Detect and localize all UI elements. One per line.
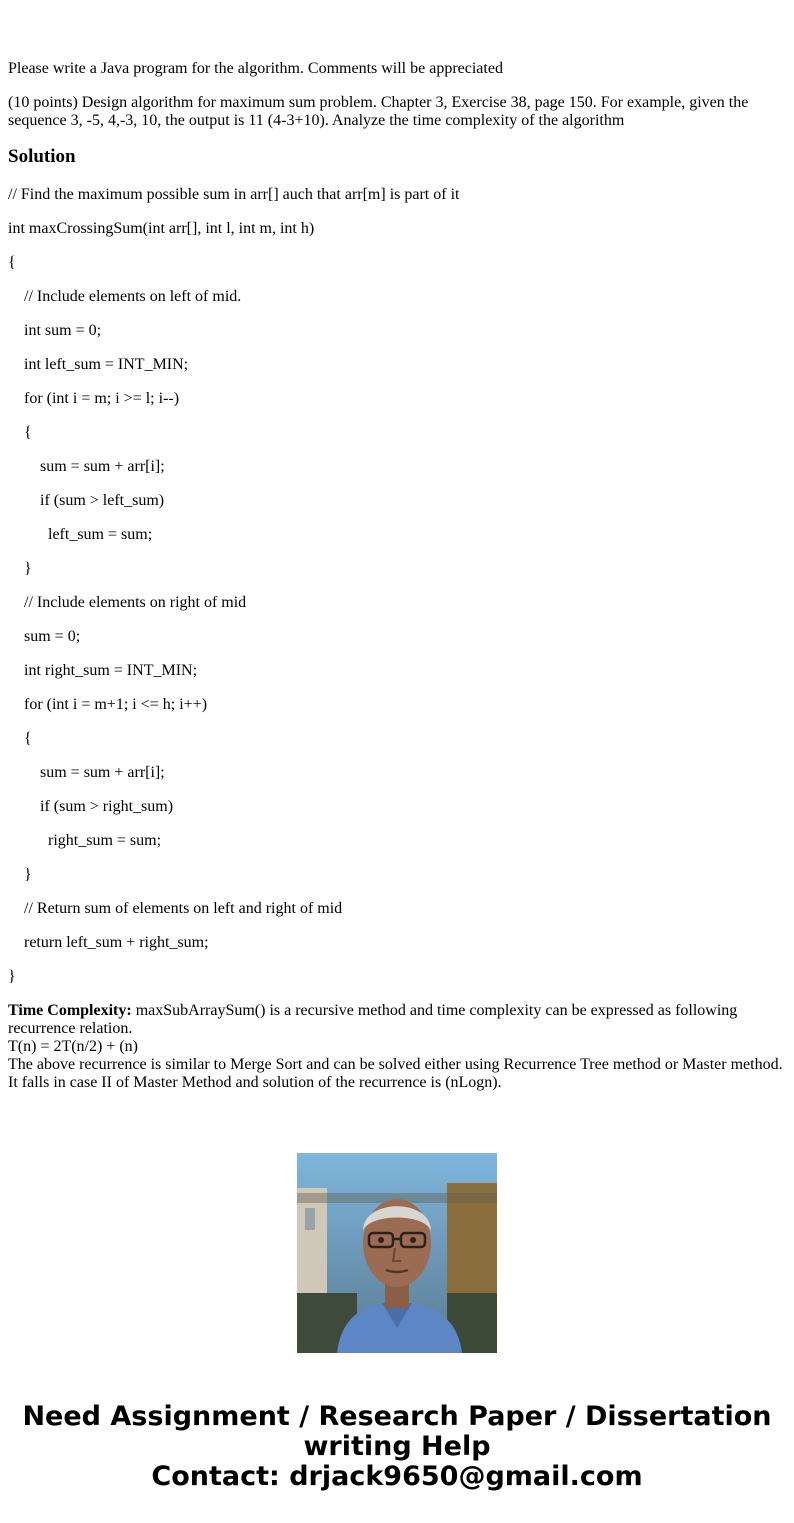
code-line: // Return sum of elements on left and right of mid	[24, 900, 343, 917]
author-portrait-image	[297, 1153, 497, 1353]
code-line: sum = sum + arr[i];	[40, 764, 165, 781]
document-content	[8, 60, 788, 1095]
code-line: int left_sum = INT_MIN;	[24, 356, 189, 373]
code-line: {	[8, 254, 16, 271]
promo-footer	[0, 1095, 794, 1523]
question-line-2: (10 points) Design algorithm for maximum sum problem. Chapter 3, Exercise 38, page 150. For example, given the sequence 3, -5, 4,-3, 10, the output is 11 (4-3+10). Analyze the time complexity of the algorithm	[8, 94, 749, 129]
code-line: }	[24, 866, 32, 883]
code-line: return left_sum + right_sum;	[24, 934, 209, 951]
code-line: // Include elements on left of mid.	[24, 288, 242, 305]
time-complexity-text: maxSubArraySum() is a recursive method and time complexity can be expressed as following recurrence relation.	[8, 1002, 738, 1037]
code-line: // Find the maximum possible sum in arr[] auch that arr[m] is part of it	[8, 186, 460, 203]
code-line: int maxCrossingSum(int arr[], int l, int m, int h)	[8, 220, 315, 237]
code-line: {	[24, 424, 32, 441]
promo-text	[0, 1402, 794, 1492]
code-line: sum = 0;	[24, 628, 81, 645]
code-line: {	[24, 730, 32, 747]
time-complexity-label: Time Complexity:	[8, 1002, 132, 1019]
promo-line-1: Need Assignment / Research Paper / Dissertation	[22, 1401, 772, 1432]
promo-contact-line: Contact: drjack9650@gmail.com	[151, 1461, 643, 1492]
code-line: for (int i = m; i >= l; i--)	[24, 390, 180, 407]
code-line: }	[8, 968, 16, 985]
code-line: left_sum = sum;	[48, 526, 153, 543]
code-line: int right_sum = INT_MIN;	[24, 662, 198, 679]
promo-line-2: writing Help	[303, 1431, 491, 1462]
recurrence-note: The above recurrence is similar to Merge Sort and can be solved either using Recurrence Tree method or Master method. It falls in case II of Master Method and solution of the recurrence is (nLogn).	[8, 1056, 783, 1091]
author-photo	[297, 1153, 497, 1353]
code-line: if (sum > right_sum)	[40, 798, 174, 815]
code-line: int sum = 0;	[24, 322, 102, 339]
code-line: for (int i = m+1; i <= h; i++)	[24, 696, 208, 713]
time-complexity-paragraph	[8, 1002, 788, 1092]
recurrence-relation: T(n) = 2T(n/2) + (n)	[8, 1038, 139, 1055]
question-line-1: Please write a Java program for the algorithm. Comments will be appreciated	[8, 60, 503, 77]
code-line: }	[24, 560, 32, 577]
code-line: right_sum = sum;	[48, 832, 162, 849]
code-line: if (sum > left_sum)	[40, 492, 165, 509]
code-line: // Include elements on right of mid	[24, 594, 247, 611]
code-line: sum = sum + arr[i];	[40, 458, 165, 475]
solution-heading: Solution	[8, 146, 76, 167]
